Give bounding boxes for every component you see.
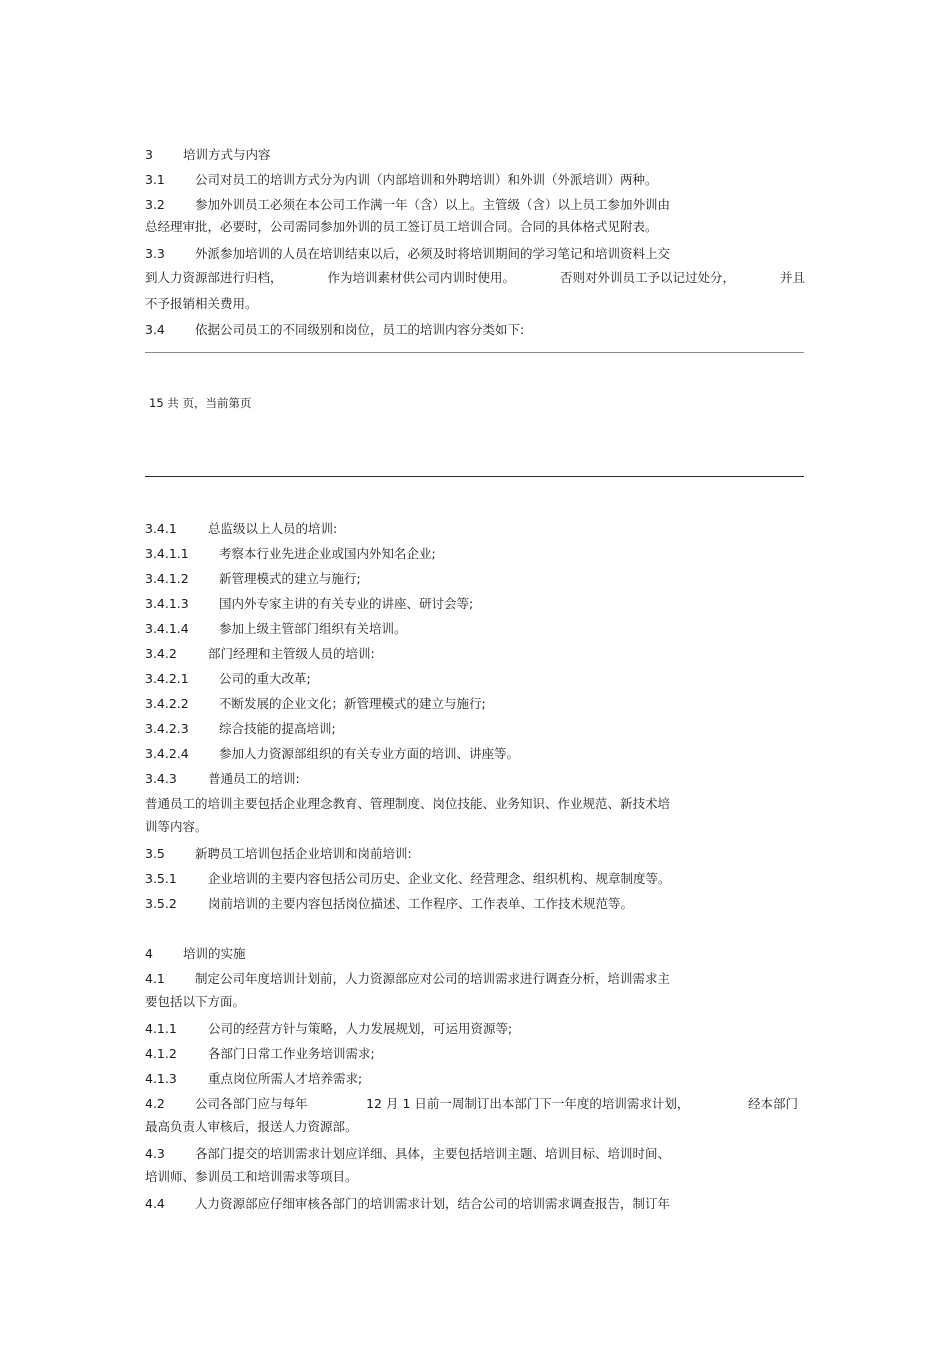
clause-number: 4.1.3 xyxy=(145,1071,177,1086)
text-segment: 否则对外训员工予以记过处分， xyxy=(559,270,735,285)
clause-number: 3.5.2 xyxy=(145,896,177,911)
heading-text: 培训的实施 xyxy=(183,946,246,961)
clause-number: 4.3 xyxy=(145,1146,165,1161)
clause-text: 考察本行业先进企业或国内外知名企业; xyxy=(219,546,436,561)
clause-3-2 xyxy=(145,197,805,213)
clause-number: 3.5.1 xyxy=(145,871,177,886)
clause-3-4-1-3 xyxy=(145,596,805,612)
clause-text: 普通员工的培训主要包括企业理念教育、管理制度、岗位技能、业务知识、作业规范、新技术培 xyxy=(145,796,671,811)
clause-number: 3.4.2.1 xyxy=(145,671,189,686)
clause-text: 不予报销相关费用。 xyxy=(145,296,258,311)
clause-text: 总监级以上人员的培训: xyxy=(208,521,338,536)
clause-text: 要包括以下方面。 xyxy=(145,994,246,1009)
clause-number: 3.4.1.3 xyxy=(145,596,189,611)
section-4-heading xyxy=(145,946,805,962)
clause-text: 各部门日常工作业务培训需求; xyxy=(208,1046,375,1061)
clause-3-4-1-2 xyxy=(145,571,805,587)
clause-3-3-cont xyxy=(145,270,805,286)
clause-text: 国内外专家主讲的有关专业的讲座、研讨会等; xyxy=(219,596,474,611)
clause-number: 3.4.2 xyxy=(145,646,177,661)
clause-3-4-1-1 xyxy=(145,546,805,562)
clause-number: 3.4.3 xyxy=(145,771,177,786)
justified-line xyxy=(195,1096,798,1112)
clause-number: 4.1 xyxy=(145,971,165,986)
clause-3-4-2 xyxy=(145,646,805,662)
clause-4-2-cont xyxy=(145,1119,805,1135)
page-divider xyxy=(145,352,804,353)
clause-number: 3.3 xyxy=(145,246,165,261)
clause-3-1 xyxy=(145,172,805,188)
text-segment: 到人力资源部进行归档， xyxy=(145,270,283,285)
clause-text: 重点岗位所需人才培养需求; xyxy=(208,1071,363,1086)
clause-text: 最高负责人审核后，报送人力资源部。 xyxy=(145,1119,358,1134)
clause-3-4-3 xyxy=(145,771,805,787)
clause-number: 3.4.1 xyxy=(145,521,177,536)
clause-text: 参加人力资源部组织的有关专业方面的培训、讲座等。 xyxy=(219,746,520,761)
clause-number: 3.2 xyxy=(145,197,165,212)
clause-4-4 xyxy=(145,1196,805,1212)
page-footer: 15 共 页，当前第页 xyxy=(149,396,252,410)
clause-text: 人力资源部应仔细审核各部门的培训需求计划，结合公司的培训需求调查报告，制订年 xyxy=(195,1196,671,1211)
clause-text: 公司的经营方针与策略，人力发展规划，可运用资源等; xyxy=(208,1021,513,1036)
clause-text: 普通员工的培训: xyxy=(208,771,300,786)
clause-number: 4.1.2 xyxy=(145,1046,177,1061)
clause-4-1 xyxy=(145,971,805,987)
clause-3-4-2-4 xyxy=(145,746,805,762)
clause-3-3-cont2 xyxy=(145,296,805,312)
clause-4-1-2 xyxy=(145,1046,805,1062)
clause-text: 新聘员工培训包括企业培训和岗前培训: xyxy=(195,846,412,861)
clause-3-5 xyxy=(145,846,805,862)
clause-text: 公司的重大改革; xyxy=(219,671,311,686)
clause-number: 3.1 xyxy=(145,172,165,187)
clause-text: 总经理审批，必要时，公司需同参加外训的员工签订员工培训合同。合同的具体格式见附表。 xyxy=(145,219,658,234)
clause-text: 依据公司员工的不同级别和岗位，员工的培训内容分类如下: xyxy=(195,322,525,337)
clause-text: 参加外训员工必须在本公司工作满一年（含）以上。主管级（含）以上员工参加外训由 xyxy=(195,197,671,212)
clause-3-4-3-body-cont xyxy=(145,819,805,835)
clause-3-4-2-1 xyxy=(145,671,805,687)
clause-3-4-3-body xyxy=(145,796,805,812)
clause-text: 不断发展的企业文化；新管理模式的建立与施行; xyxy=(219,696,486,711)
clause-text: 培训师、参训员工和培训需求等项目。 xyxy=(145,1169,358,1184)
text-segment: 经本部门 xyxy=(747,1096,798,1111)
text-segment: 公司各部门应与每年 xyxy=(195,1096,308,1111)
clause-4-1-3 xyxy=(145,1071,805,1087)
clause-3-4 xyxy=(145,322,805,338)
page-divider xyxy=(145,476,804,477)
clause-number: 3.4.2.4 xyxy=(145,746,189,761)
justified-line xyxy=(145,270,805,286)
clause-text: 外派参加培训的人员在培训结束以后，必须及时将培训期间的学习笔记和培训资料上交 xyxy=(195,246,671,261)
clause-number: 3.4.1.1 xyxy=(145,546,189,561)
clause-number: 3.4.2.3 xyxy=(145,721,189,736)
clause-text: 综合技能的提高培训; xyxy=(219,721,336,736)
text-segment: 12 月 1 日前一周制订出本部门下一年度的培训需求计划， xyxy=(366,1096,690,1111)
clause-number: 3.4.1.2 xyxy=(145,571,189,586)
clause-3-4-1 xyxy=(145,521,805,537)
heading-text: 培训方式与内容 xyxy=(183,147,271,162)
clause-text: 公司对员工的培训方式分为内训（内部培训和外聘培训）和外训（外派培训）两种。 xyxy=(195,172,658,187)
section-3-heading xyxy=(145,147,805,163)
clause-3-4-1-4 xyxy=(145,621,805,637)
heading-number: 3 xyxy=(145,147,153,162)
clause-text: 制定公司年度培训计划前，人力资源部应对公司的培训需求进行调查分析，培训需求主 xyxy=(195,971,671,986)
clause-3-3 xyxy=(145,246,805,262)
clause-text: 部门经理和主管级人员的培训: xyxy=(208,646,375,661)
clause-text: 岗前培训的主要内容包括岗位描述、工作程序、工作表单、工作技术规范等。 xyxy=(208,896,634,911)
clause-number: 3.4.1.4 xyxy=(145,621,189,636)
clause-text: 训等内容。 xyxy=(145,819,208,834)
clause-3-4-2-3 xyxy=(145,721,805,737)
text-segment: 并且 xyxy=(779,270,805,285)
clause-number: 3.4 xyxy=(145,322,165,337)
clause-text: 企业培训的主要内容包括公司历史、企业文化、经营理念、组织机构、规章制度等。 xyxy=(208,871,671,886)
text-segment: 作为培训素材供公司内训时使用。 xyxy=(327,270,515,285)
clause-number: 3.5 xyxy=(145,846,165,861)
clause-text: 参加上级主管部门组织有关培训。 xyxy=(219,621,407,636)
clause-3-4-2-2 xyxy=(145,696,805,712)
clause-4-3-cont xyxy=(145,1169,805,1185)
clause-3-2-cont xyxy=(145,219,805,235)
clause-number: 3.4.2.2 xyxy=(145,696,189,711)
clause-number: 4.2 xyxy=(145,1096,165,1111)
clause-4-3 xyxy=(145,1146,805,1162)
clause-4-2 xyxy=(145,1096,805,1112)
clause-3-5-1 xyxy=(145,871,805,887)
clause-text: 各部门提交的培训需求计划应详细、具体，主要包括培训主题、培训目标、培训时间、 xyxy=(195,1146,671,1161)
heading-number: 4 xyxy=(145,946,153,961)
clause-4-1-1 xyxy=(145,1021,805,1037)
clause-number: 4.1.1 xyxy=(145,1021,177,1036)
clause-3-5-2 xyxy=(145,896,805,912)
clause-text: 新管理模式的建立与施行; xyxy=(219,571,361,586)
clause-number: 4.4 xyxy=(145,1196,165,1211)
clause-4-1-cont xyxy=(145,994,805,1010)
